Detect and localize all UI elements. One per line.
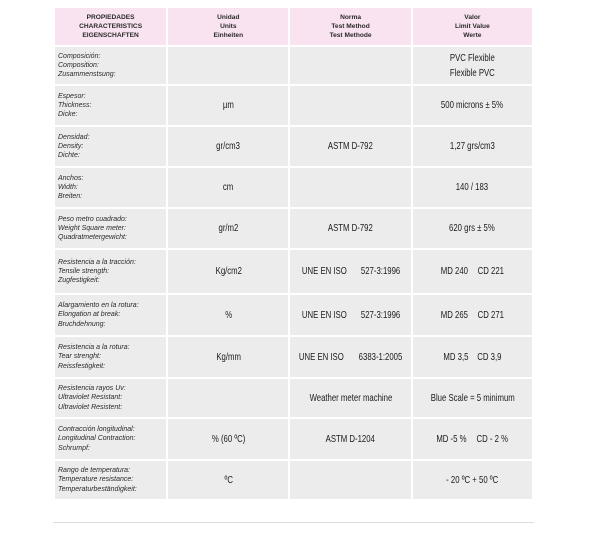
header-line: Unidad [217, 14, 240, 21]
header-line: Test Methode [329, 32, 372, 39]
property-cell [55, 419, 166, 459]
property-text: Bruchdehnung: [58, 320, 106, 328]
property-text: Temperature resistance: [58, 476, 134, 484]
table-row [55, 47, 532, 84]
unit-cell [168, 379, 288, 417]
unit-cell [168, 209, 288, 248]
header-line: Norma [340, 14, 362, 21]
header-line: Werte [463, 32, 482, 39]
property-text: Espesor: [58, 92, 86, 100]
table-row [55, 209, 532, 248]
value-cell [413, 168, 532, 207]
unit-cell [168, 295, 288, 335]
method-cell [290, 250, 410, 293]
table-row [55, 379, 532, 417]
property-text: Composición: [58, 52, 101, 60]
property-text: Zusammenstsung: [58, 71, 116, 79]
unit-cell [168, 337, 288, 377]
unit-text: gr/m2 [218, 222, 239, 235]
property-text: Tensile strength: [58, 267, 110, 275]
unit-text: % [224, 308, 232, 321]
method-text: UNE EN ISO [301, 308, 347, 321]
header-line: CHARACTERISTICS [79, 23, 143, 30]
value-cell [413, 379, 532, 417]
method-cell [290, 419, 410, 459]
method-text: 527-3:1996 [361, 308, 401, 321]
unit-text: Kg/cm2 [215, 265, 242, 278]
property-cell [55, 295, 166, 335]
header-line: PROPIEDADES [86, 14, 135, 21]
value-text: MD 3,5 [443, 350, 469, 363]
property-text: Dichte: [58, 152, 80, 160]
unit-text: ºC [224, 473, 233, 486]
header-row [55, 8, 532, 45]
table-row [55, 168, 532, 207]
value-text: Blue Scale = 5 minimum [430, 391, 515, 404]
method-cell [290, 295, 410, 335]
spec-table [53, 6, 534, 501]
property-text: Reissfestigkeit: [58, 362, 106, 370]
property-cell [55, 209, 166, 248]
header-line: Test Method [331, 23, 370, 30]
property-text: Rango de temperatura: [58, 467, 130, 475]
property-text: Contracción longitudinal: [58, 426, 135, 434]
property-text: Temperaturbeständigkeit: [58, 485, 137, 493]
method-text: 527-3:1996 [361, 265, 401, 278]
table-row [55, 127, 532, 166]
value-cell [413, 461, 532, 499]
property-text: Zugfestigkeit: [58, 277, 100, 285]
value-cell [413, 295, 532, 335]
method-cell [290, 127, 410, 166]
header-line: Units [220, 23, 237, 30]
value-text: MD -5 % [435, 432, 467, 445]
property-cell [55, 461, 166, 499]
header-line: Einheiten [213, 32, 244, 39]
property-text: Weight Square meter: [58, 224, 126, 232]
unit-text: µm [222, 99, 234, 112]
header-line: Valor [464, 14, 481, 21]
property-text: Width: [58, 183, 78, 191]
property-text: Alargamiento en la rotura: [58, 302, 139, 310]
method-text: ASTM D-792 [328, 140, 374, 153]
property-text: Thickness: [58, 101, 92, 109]
property-text: Dicke: [58, 111, 78, 119]
method-text: UNE EN ISO [301, 265, 347, 278]
property-text: Ultraviolet Resistent: [58, 403, 123, 411]
property-text: Resistencia a la tracción: [58, 258, 136, 266]
unit-cell [168, 168, 288, 207]
value-text: CD 3,9 [477, 350, 502, 363]
method-cell [290, 86, 410, 125]
value-text: CD - 2 % [477, 432, 509, 445]
unit-text: Kg/mm [216, 350, 241, 363]
unit-cell [168, 461, 288, 499]
value-text: PVC Flexible [449, 52, 495, 64]
unit-cell [168, 86, 288, 125]
method-cell [290, 168, 410, 207]
unit-cell [168, 127, 288, 166]
table-row [55, 419, 532, 459]
table-row [55, 250, 532, 293]
value-cell [413, 209, 532, 248]
value-text: CD 221 [477, 265, 504, 278]
method-cell [290, 209, 410, 248]
value-text: Flexible PVC [449, 66, 495, 79]
property-text: Schrumpf: [58, 444, 90, 452]
method-cell [290, 461, 410, 499]
spec-sheet [53, 6, 534, 501]
value-text: 1,27 grs/cm3 [449, 140, 495, 153]
header-properties [55, 8, 166, 45]
method-text: 6383-1:2005 [359, 350, 403, 363]
property-cell [55, 47, 166, 84]
header-line: EIGENSCHAFTEN [82, 32, 139, 39]
table-row [55, 461, 532, 499]
value-cell [413, 337, 532, 377]
header-line: Limit Value [454, 23, 490, 30]
value-text: 140 / 183 [456, 181, 489, 194]
value-text: 620 grs ± 5% [449, 222, 496, 235]
method-text: ASTM D-1204 [325, 432, 376, 445]
property-cell [55, 379, 166, 417]
unit-cell [168, 419, 288, 459]
property-text: Densidad: [58, 133, 90, 141]
property-text: Tear strenght: [58, 353, 101, 361]
property-cell [55, 127, 166, 166]
property-cell [55, 250, 166, 293]
header-test-method [290, 8, 410, 45]
method-text: Weather meter machine [309, 391, 392, 404]
value-cell [413, 250, 532, 293]
property-text: Peso metro cuadrado: [58, 215, 127, 223]
property-text: Resistencia rayos Uv: [58, 385, 126, 393]
value-cell [413, 47, 532, 84]
property-text: Breiten: [58, 193, 83, 201]
value-text: - 20 ºC + 50 ºC [446, 473, 499, 486]
value-text: MD 240 [440, 265, 469, 278]
value-cell [413, 419, 532, 459]
property-cell [55, 86, 166, 125]
property-text: Density: [58, 142, 84, 150]
value-text: CD 271 [477, 308, 504, 321]
header-value [413, 8, 532, 45]
unit-text: % (60 ºC) [211, 432, 246, 445]
property-text: Elongation at break: [58, 311, 121, 319]
property-text: Composition: [58, 61, 99, 69]
property-text: Quadratmetergewicht: [58, 234, 127, 242]
method-cell [290, 379, 410, 417]
unit-cell [168, 47, 288, 84]
property-text: Anchos: [58, 174, 84, 182]
unit-text: gr/cm3 [216, 140, 241, 153]
method-text: ASTM D-792 [328, 222, 374, 235]
table-body [55, 47, 532, 499]
value-cell [413, 86, 532, 125]
table-row [55, 295, 532, 335]
table-row [55, 86, 532, 125]
method-cell [290, 337, 410, 377]
value-text: 500 microns ± 5% [441, 99, 504, 112]
property-text: Resistencia a la rotura: [58, 344, 130, 352]
property-cell [55, 168, 166, 207]
value-cell [413, 127, 532, 166]
method-text: UNE EN ISO [298, 350, 344, 363]
method-cell [290, 47, 410, 84]
unit-cell [168, 250, 288, 293]
bottom-divider [53, 522, 534, 523]
header-units [168, 8, 288, 45]
property-cell [55, 337, 166, 377]
unit-text: cm [223, 181, 234, 194]
value-text: MD 265 [440, 308, 469, 321]
property-text: Longitudinal Contraction: [58, 435, 136, 443]
property-text: Ultraviolet Resistant: [58, 394, 123, 402]
table-row [55, 337, 532, 377]
